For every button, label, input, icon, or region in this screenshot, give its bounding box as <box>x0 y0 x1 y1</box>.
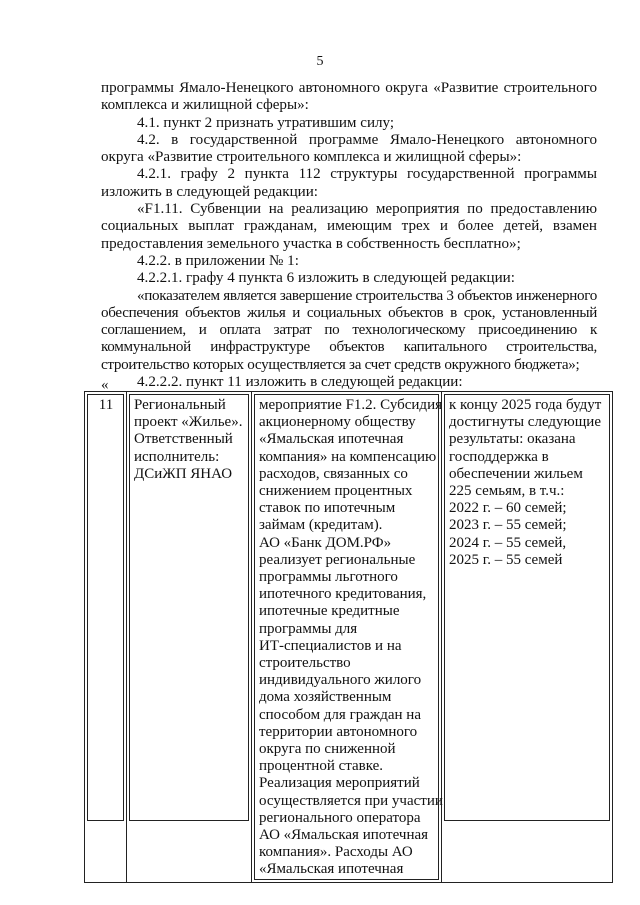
paragraph-4-2-1: 4.2.1. графу 2 пункта 112 структуры государственной программы изложить в следующей редакции: <box>101 166 597 200</box>
page-number: 5 <box>316 54 324 69</box>
row-number-cell <box>85 392 127 883</box>
measure-line: программы для <box>259 620 358 637</box>
result-line: к концу 2025 года будут <box>449 397 602 413</box>
result-line: результаты: оказана <box>449 431 576 448</box>
paragraph-indicator-quote: «показателем является завершение строительства 3 объектов инженерного обеспечения объектов жилья и социальных объектов в срок, установленный соглашением, и оплата затрат по технологическому присоединению к коммунальной инфраструктуре объектов капитального строительства, строительство которых осуществляется за счет средств окружного бюджета»; <box>101 287 597 373</box>
result-text <box>444 394 610 821</box>
measure-line: компания» на компенсацию <box>259 448 437 465</box>
measure-line: снижением процентных <box>259 483 413 500</box>
paragraph-program-continuation: программы Ямало-Ненецкого автономного округа «Развитие строительного комплекса и жилищной сферы»: <box>101 80 597 114</box>
measure-line: ипотечного кредитования, <box>259 586 427 603</box>
measure-line: программы льготного <box>259 569 398 586</box>
measure-line: территории автономного <box>259 723 418 740</box>
measure-line: займам (кредитам). <box>259 517 383 534</box>
measure-text <box>254 394 443 880</box>
measure-line: дома хозяйственным <box>259 689 392 706</box>
row-number: 11 <box>87 394 124 821</box>
measure-line: компания». Расходы АО <box>259 844 413 861</box>
result-line: 2022 г. – 60 семей; <box>449 500 567 517</box>
measure-line: индивидуального жилого <box>259 672 422 689</box>
program-table <box>84 391 613 883</box>
paragraph-4-1: 4.1. пункт 2 признать утратившим силу; <box>137 114 395 131</box>
measure-line: Реализация мероприятий <box>259 775 420 792</box>
paragraph-f1-11-quote: «F1.11. Субвенции на реализацию мероприятия по предоставлению социальных выплат гражданам, имеющим трех и более детей, взамен предоставления земельного участка в собственность бесплатно»; <box>101 201 597 252</box>
opening-quote-mark: « <box>101 377 109 393</box>
result-line: 2023 г. – 55 семей; <box>449 517 567 534</box>
project-line: проект «Жилье». <box>134 414 243 431</box>
measure-line: ипотечные кредитные <box>259 603 400 620</box>
measure-line: округа по сниженной <box>259 741 396 758</box>
project-text <box>129 394 249 821</box>
result-line: достигнуты следующие <box>449 414 601 431</box>
result-line: господдержка в <box>449 448 549 465</box>
measure-line: реализует региональные <box>259 551 416 568</box>
project-line: исполнитель: <box>134 448 220 465</box>
measure-line: АО «Ямальская ипотечная <box>259 827 429 844</box>
result-line: 2025 г. – 55 семей <box>449 551 563 568</box>
result-line: 2024 г. – 55 семей, <box>449 534 567 551</box>
measure-line: способом для граждан на <box>259 706 421 723</box>
paragraph-4-2-2-1: 4.2.2.1. графу 4 пункта 6 изложить в следующей редакции: <box>137 270 515 287</box>
project-cell <box>127 392 252 883</box>
measure-line: акционерному обществу <box>259 414 416 431</box>
table-row <box>85 392 613 883</box>
measure-line: процентной ставке. <box>259 758 384 775</box>
measure-line: строительство <box>259 655 351 672</box>
project-line: ДСиЖП ЯНАО <box>134 465 233 482</box>
measure-line: АО «Банк ДОМ.РФ» <box>259 534 392 551</box>
measure-line: мероприятие F1.2. Субсидия <box>259 397 442 413</box>
result-cell <box>442 392 613 883</box>
measure-line: расходов, связанных со <box>259 465 408 482</box>
paragraph-4-2-2: 4.2.2. в приложении № 1: <box>137 252 299 269</box>
result-line: 225 семьям, в т.ч.: <box>449 483 565 500</box>
project-line: Региональный <box>134 397 226 413</box>
result-line: обеспечении жильем <box>449 465 583 482</box>
body-text <box>101 80 597 391</box>
paragraph-4-2-2-2: 4.2.2.2. пункт 11 изложить в следующей редакции: <box>137 374 463 391</box>
measure-line: ставок по ипотечным <box>259 500 396 517</box>
paragraph-4-2: 4.2. в государственной программе Ямало-Ненецкого автономного округа «Развитие строительного комплекса и жилищной сферы»: <box>101 131 597 166</box>
measure-cell <box>252 392 442 883</box>
measure-line: «Ямальская ипотечная <box>259 431 404 448</box>
measure-line: регионального оператора <box>259 809 421 826</box>
measure-line: «Ямальская ипотечная <box>259 861 404 878</box>
project-line: Ответственный <box>134 431 233 448</box>
measure-line: осуществляется при участии <box>259 792 443 809</box>
measure-line: ИТ-специалистов и на <box>259 637 402 654</box>
